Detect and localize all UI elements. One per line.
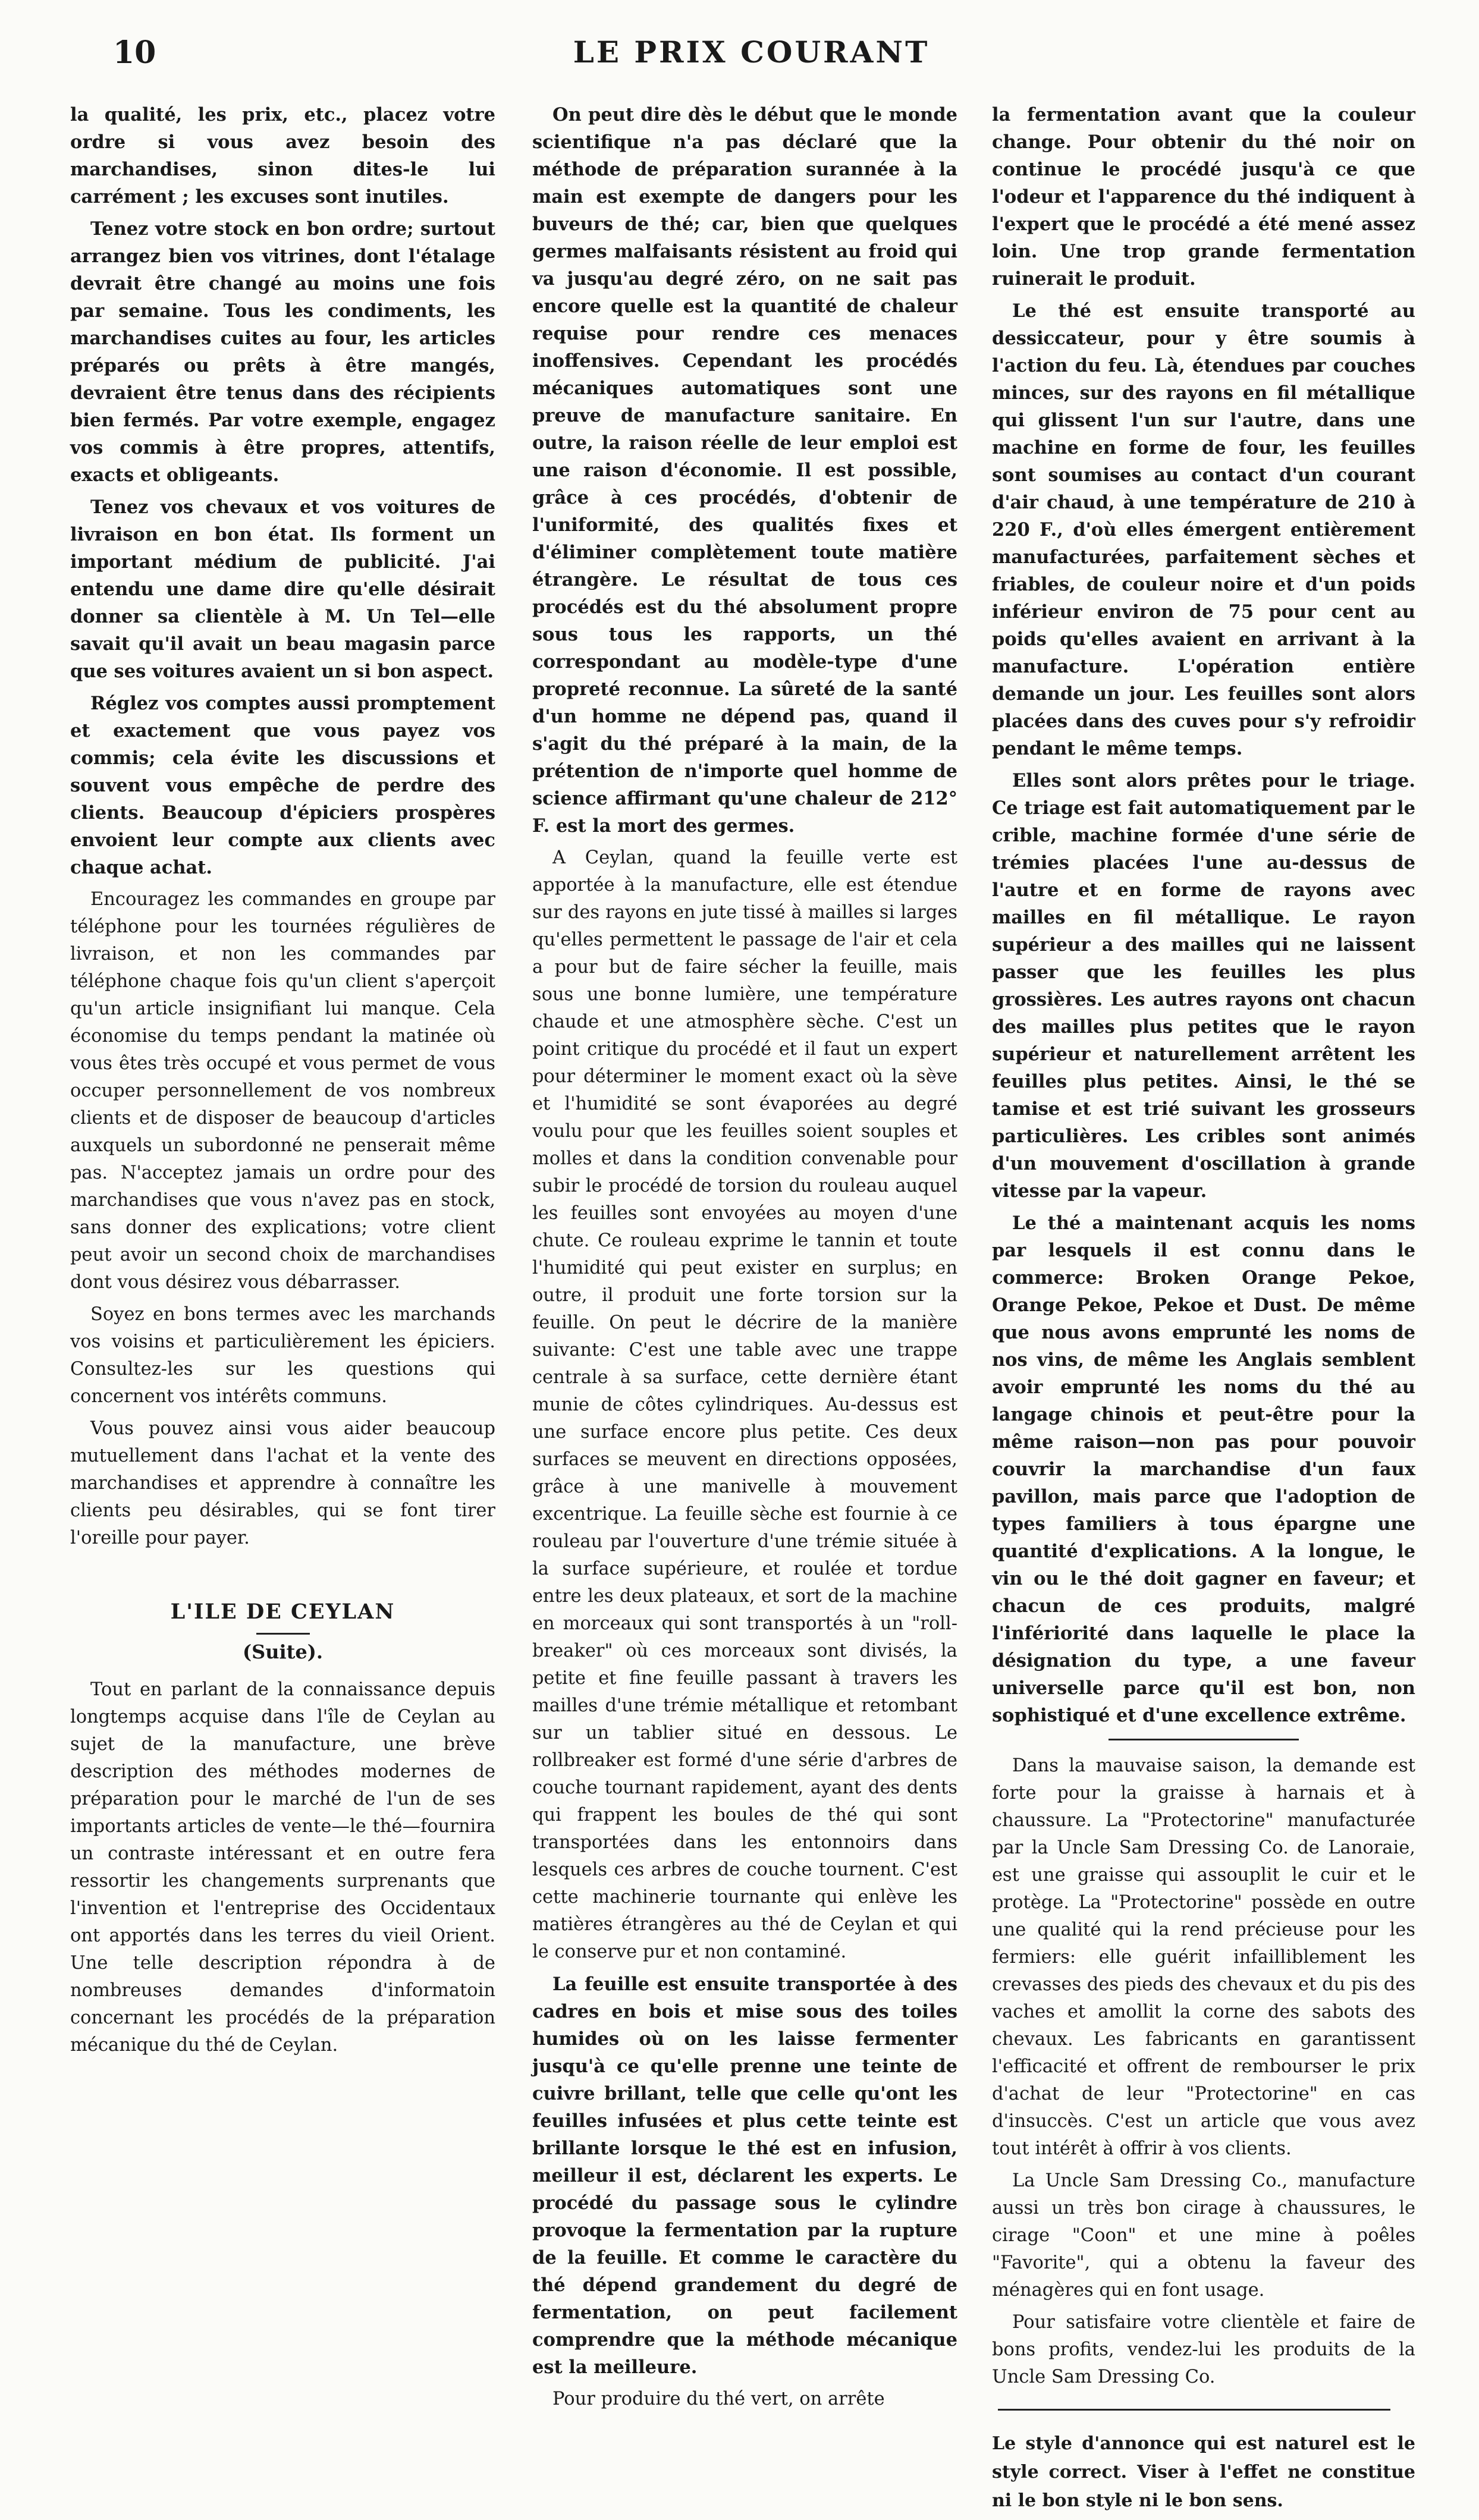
page-number: 10 (113, 34, 156, 71)
paragraph: Réglez vos comptes aussi promptement et exactement que vous payez vos commis; cela évite les discussions et souvent vous empêche de perdre des clients. Beaucoup d'épiciers prospères envoient leur compte aux clients avec chaque achat. (70, 693, 495, 878)
paragraph: Tenez vos chevaux et vos voitures de livraison en bon état. Ils forment un important médium de publicité. J'ai entendu une dame dire qu'elle désirait donner sa clientèle à M. Un Tel—elle savait qu'il avait un beau magasin parce que ses voitures avaient un si bon aspect. (70, 497, 495, 682)
section-divider (1109, 1739, 1299, 1740)
paragraph: A Ceylan, quand la feuille verte est apportée à la manufacture, elle est étendue sur des rayons en jute tissé à mailles si larges qu'elles permettent le passage de l'air et cela a pour but de faire sécher la feuille, mais sous une bonne lumière, une température chaude et une atmosphère sèche. C'est un point critique du procédé et il faut un expert pour déterminer le moment exact où la sève et l'humidité se sont évaporées au degré voulu pour que les feuilles soient souples et molles et dans la condition convenable pour subir le procédé de torsion du rouleau auquel les feuilles sont envoyées au moyen d'une chute. Ce rouleau exprime le tannin et toute l'humidité qui peut exister en surplus; en outre, il produit une forte torsion sur la feuille. On peut le décrire de la manière suivante: C'est une table avec une trappe centrale à sa surface, cette dernière étant munie de côtes cylindriques. Au-dessus est une surface encore plus petite. Ces deux surfaces se meuvent en directions opposées, grâce à une manivelle à mouvement excentrique. La feuille sèche est fournie à ce rouleau par l'ouverture d'une trémie située à la surface supérieure, et roulée et tordue entre les deux plateaux, et sort de la machine en morceaux qui sont transportés à un "roll-breaker" où ces morceaux sont divisés, la petite et fine feuille passant à travers les mailles d'une trémie métallique et retombant sur un tablier situé en dessous. Le rollbreaker est formé d'une série d'arbres de couche tournant rapidement, ayant des dents qui frappent les boules de thé qui sont transportées dans les entonnoirs dans lesquels ces arbres de couche tournent. C'est cette machinerie tournante qui enlève les matières étrangères au thé de Ceylan et qui le conserve pur et non contaminé. (532, 847, 957, 1962)
paragraph: On peut dire dès le début que le monde scientifique n'a pas déclaré que la méthode de préparation surannée à la main est exempte de dangers pour les buveurs de thé; car, bien que quelques germes malfaisants résistent au froid qui va jusqu'au degré zéro, on ne sait pas encore quelle est la quantité de chaleur requise pour rendre ces menaces inoffensives. Cependant les procédés mécaniques automatiques sont une preuve de manufacture sanitaire. En outre, la raison réelle de leur emploi est une raison d'économie. Il est possible, grâce à ces procédés, d'obtenir de l'uniformité, des qualités fixes et d'éliminer complètement toute matière étrangère. Le résultat de tous ces procédés est du thé absolument propre sous tous les rapports, un thé correspondant au modèle-type d'une propreté reconnue. La sûreté de la santé d'un homme ne dépend pas, quand il s'agit du thé préparé à la main, de la prétention de n'importe quel homme de science affirmant qu'une chaleur de 212° F. est la mort des germes. (532, 104, 957, 837)
paragraph: Vous pouvez ainsi vous aider beaucoup mutuellement dans l'achat et la vente des marchandises et apprendre à connaître les clients peu désirables, qui se font tirer l'oreille pour payer. (70, 1418, 495, 1548)
paragraph: la qualité, les prix, etc., placez votre ordre si vous avez besoin des marchandises, sinon dites-le lui carrément ; les excuses sont inutiles. (70, 104, 495, 208)
closing-note: Le style d'annonce qui est naturel est le style correct. Viser à l'effet ne constitue ni le bon style ni le bon sens. (992, 2433, 1415, 2511)
paragraph: Soyez en bons termes avec les marchands vos voisins et particulièrement les épiciers. Consultez-les sur les questions qui concernent vos intérêts communs. (70, 1304, 495, 1407)
journal-title: LE PRIX COURANT (573, 34, 930, 70)
paragraph: La Uncle Sam Dressing Co., manufacture aussi un très bon cirage à chaussures, le cirage "Coon" et une mine à poêles "Favorite", qui a obtenu la faveur des ménagères qui en font usage. (992, 2170, 1415, 2301)
paragraph: Le thé a maintenant acquis les noms par lesquels il est connu dans le commerce: Broken Orange Pekoe, Orange Pekoe, Pekoe et Dust. De même que nous avons emprunté les noms de nos vins, de même les Anglais semblent avoir emprunté les noms du thé au langage chinois et peut-être pour la même raison—non pas pour pouvoir couvrir la marchandise d'un faux pavillon, mais parce que l'adoption de types familiers à tous épargne une quantité d'explications. A la longue, le vin ou le thé doit gagner en faveur; et chacun de ces produits, malgré l'infériorité dans laquelle le place la désignation du type, a une faveur universelle parce qu'il est bon, non sophistiqué et d'une excellence extrême. (992, 1212, 1415, 1726)
paragraph: Encouragez les commandes en groupe par téléphone pour les tournées régulières de livraison, et non les commandes par téléphone chaque fois qu'un client s'aperçoit qu'un article insignifiant lui manque. Cela économise du temps pendant la matinée où vous êtes très occupé et vous permet de vous occuper personnellement de vos nombreux clients et de disposer de beaucoup d'articles auxquels un subordonné ne penserait même pas. N'acceptez jamais un ordre pour des marchandises que vous n'avez pas en stock, sans donner des explications; votre client peut avoir un second choix de marchandises dont vous désirez vous débarrasser. (70, 889, 495, 1293)
page-header (113, 34, 1390, 82)
column-2 (532, 101, 957, 2418)
section-title: L'ILE DE CEYLAN (170, 1600, 395, 1624)
section-subtitle: (Suite). (242, 1641, 324, 1663)
title-rule (256, 1633, 310, 1635)
section-divider (998, 2409, 1390, 2411)
column-1 (70, 101, 495, 2064)
paragraph: Le thé est ensuite transporté au dessiccateur, pour y être soumis à l'action du feu. Là, étendues par couches minces, sur des rayons en fil métallique qui glissent l'un sur l'autre, dans une machine en forme de four, les feuilles sont soumises au contact d'un courant d'air chaud, à une température de 210 à 220 F., d'où elles émergent entièrement manufacturées, parfaitement sèches et friables, de couleur noire et d'un poids inférieur environ de 75 pour cent au poids qu'elles avaient en arrivant à la manufacture. L'opération entière demande un jour. Les feuilles sont alors placées dans des cuves pour s'y refroidir pendant le même temps. (992, 300, 1415, 759)
paragraph: Pour satisfaire votre clientèle et faire de bons profits, vendez-lui les produits de la Uncle Sam Dressing Co. (992, 2312, 1415, 2387)
paragraph: Dans la mauvaise saison, la demande est forte pour la graisse à harnais et à chaussure. La "Protectorine" manufacturée par la Uncle Sam Dressing Co. de Lanoraie, est une graisse qui assouplit le cuir et le protège. La "Protectorine" possède en outre une qualité qui la rend précieuse pour les fermiers: elle guérit infailliblement les crevasses des pieds des chevaux et du pis des vaches et amollit la corne des sabots des chevaux. Les fabricants en garantissent l'efficacité et offrent de rembourser le prix d'achat de leur "Protectorine" en cas d'insuccès. C'est un article que vous avez tout intérêt à offrir à vos clients. (992, 1755, 1415, 2159)
paragraph: Pour produire du thé vert, on arrête (552, 2389, 885, 2409)
paragraph: La feuille est ensuite transportée à des cadres en bois et mise sous des toiles humides où on les laisse fermenter jusqu'à ce qu'elle prenne une teinte de cuivre brillant, telle que celle qu'ont les feuilles infusées et plus cette teinte est brillante lorsque le thé est en infusion, meilleur il est, déclarent les experts. Le procédé du passage sous le cylindre provoque la fermentation par la rupture de la feuille. Et comme le caractère du thé dépend grandement du degré de fermentation, on peut facilement comprendre que la méthode mécanique est la meilleure. (532, 1974, 957, 2378)
column-3 (992, 101, 1415, 2520)
paragraph: Tenez votre stock en bon ordre; surtout arrangez bien vos vitrines, dont l'étalage devrait être changé au moins une fois par semaine. Tous les condiments, les marchandises cuites au four, les articles préparés ou prêts à être mangés, devraient être tenus dans des récipients bien fermés. Par votre exemple, engagez vos commis à être propres, attentifs, exacts et obligeants. (70, 218, 495, 486)
paragraph: Elles sont alors prêtes pour le triage. Ce triage est fait automatiquement par le crible, machine formée d'une série de trémies placées l'une au-dessus de l'autre et en forme de rayons avec mailles en fil métallique. Le rayon supérieur a des mailles qui ne laissent passer que les feuilles les plus grossières. Les autres rayons ont chacun des mailles plus petites que le rayon supérieur et naturellement arrêtent les feuilles plus petites. Ainsi, le thé se tamise et est trié suivant les grosseurs particulières. Les cribles sont animés d'un mouvement d'oscillation à grande vitesse par la vapeur. (992, 770, 1415, 1202)
paragraph: la fermentation avant que la couleur change. Pour obtenir du thé noir on continue le procédé jusqu'à ce que l'odeur et l'apparence du thé indiquent à l'expert que le procédé a été mené assez loin. Une trop grande fermentation ruinerait le produit. (992, 104, 1415, 290)
paragraph: Tout en parlant de la connaissance depuis longtemps acquise dans l'île de Ceylan au sujet de la manufacture, une brève description des méthodes modernes de préparation pour le marché de l'un de ses importants articles de vente—le thé—fournira un contraste intéressant et en outre fera ressortir les changements surprenants que l'invention et l'entreprise des Occidentaux ont apportés dans les terres du vieil Orient. Une telle description répondra à de nombreuses demandes d'informatoin concernant les procédés de la préparation mécanique du thé de Ceylan. (70, 1679, 495, 2056)
